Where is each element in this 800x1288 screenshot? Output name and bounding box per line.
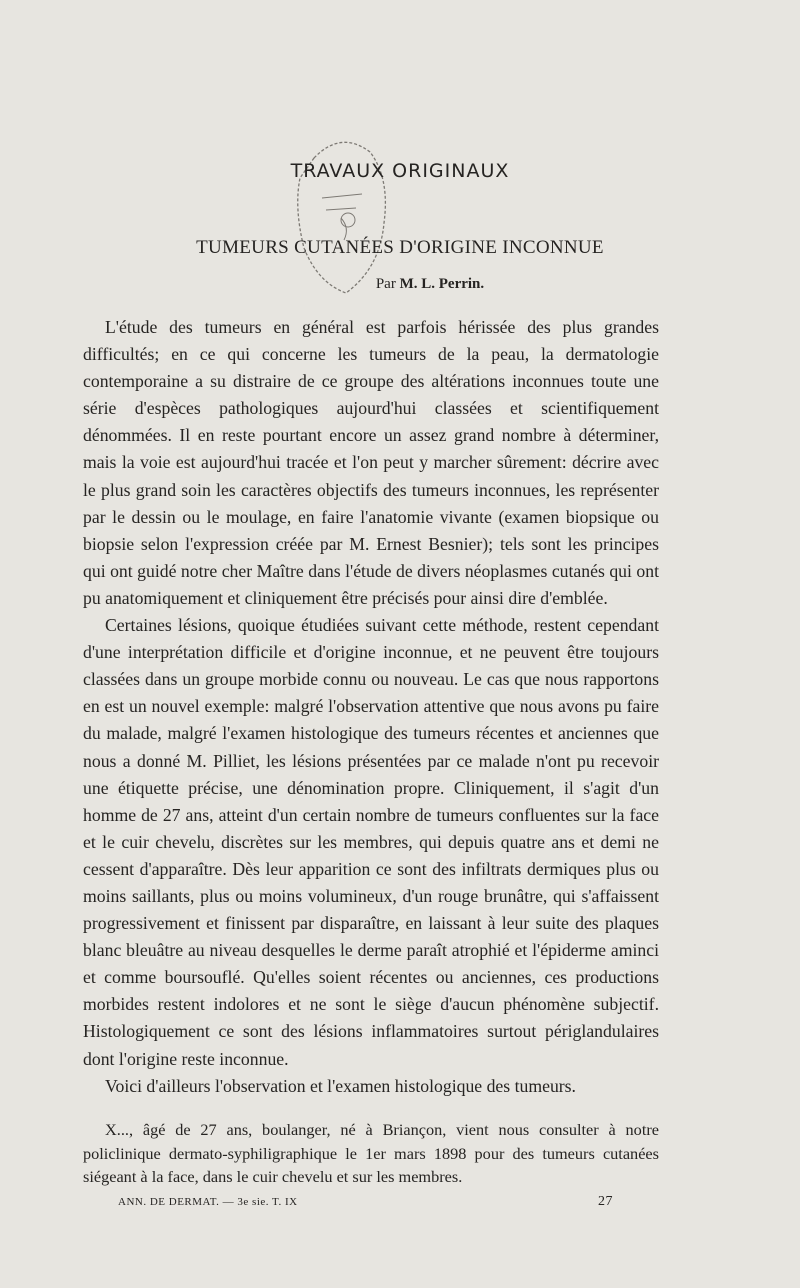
article-body	[83, 314, 659, 1100]
paragraph: Voici d'ailleurs l'observation et l'examen histologique des tumeurs.	[105, 1075, 576, 1096]
paragraph: L'étude des tumeurs en général est parfois hérissée des plus grandes difficultés; en ce qui concerne les tumeurs de la peau, la dermatologie contemporaine a su distraire de ce groupe des altérations inconnues toute une série d'espèces pathologiques aujourd'hui classées et scientifiquement dénommées. Il en reste pourtant encore un assez grand nombre à déterminer, mais la voie est aujourd'hui tracée et l'on peut y marcher sûrement: décrire avec le plus grand soin les caractères objectifs des tumeurs inconnues, les représenter par le dessin ou le moulage, en faire l'anatomie vivante (examen biopsique ou biopsie selon l'expression créée par M. Ernest Besnier); tels sont les principes qui ont guidé notre cher Maître dans l'étude de divers néoplasmes cutanés qui ont pu anatomiquement et cliniquement être précisés pour ainsi dire d'emblée.	[83, 317, 659, 608]
author-name: M. L. Perrin.	[399, 276, 485, 292]
section-title: TRAVAUX ORIGINAUX	[290, 160, 510, 182]
page-number: 27	[598, 1194, 613, 1209]
page-footer	[118, 1196, 613, 1208]
article-title: TUMEURS CUTANÉES D'ORIGINE INCONNUE	[196, 237, 604, 258]
journal-reference: ANN. DE DERMAT. — 3e sie. T. IX	[118, 1196, 298, 1208]
author-prefix: Par	[375, 276, 396, 292]
paragraph: Certaines lésions, quoique étudiées suivant cette méthode, restent cependant d'une interprétation difficile et d'origine inconnue, et ne peuvent être toujours classées dans un groupe morbide connu ou nouveau. Le cas que nous rapportons en est un nouvel exemple: malgré l'observation attentive que nous avons pu faire du malade, malgré l'examen histologique des tumeurs récentes et anciennes que nous a donné M. Pilliet, les lésions présentées par ce malade n'ont pu recevoir une étiquette précise, une dénomination propre. Cliniquement, il s'agit d'un homme de 27 ans, atteint d'un certain nombre de tumeurs confluentes sur la face et le cuir chevelu, discrètes sur les membres, qui depuis quatre ans et demi ne cessent d'apparaître. Dès leur apparition ce sont des infiltrats dermiques plus ou moins saillants, plus ou moins volumineux, d'un rouge brunâtre, qui s'affaissent progressivement et finissent par disparaître, en laissant à leur suite des plaques blanc bleuâtre au niveau desquelles le derme paraît atrophié et l'épiderme aminci et comme boursouflé. Qu'elles soient récentes ou anciennes, ces productions morbides restent indolores et ne sont le siège d'aucun phénomène subjectif. Histologiquement ce sont des lésions inflammatoires surtout périglandulaires dont l'origine reste inconnue.	[83, 615, 659, 1069]
author-line	[0, 276, 800, 293]
observation-paragraph: X..., âgé de 27 ans, boulanger, né à Briançon, vient nous consulter à notre policlinique dermato-syphiligraphique le 1er mars 1898 pour des tumeurs cutanées siégeant à la face, dans le cuir chevelu et sur les membres.	[83, 1120, 659, 1186]
